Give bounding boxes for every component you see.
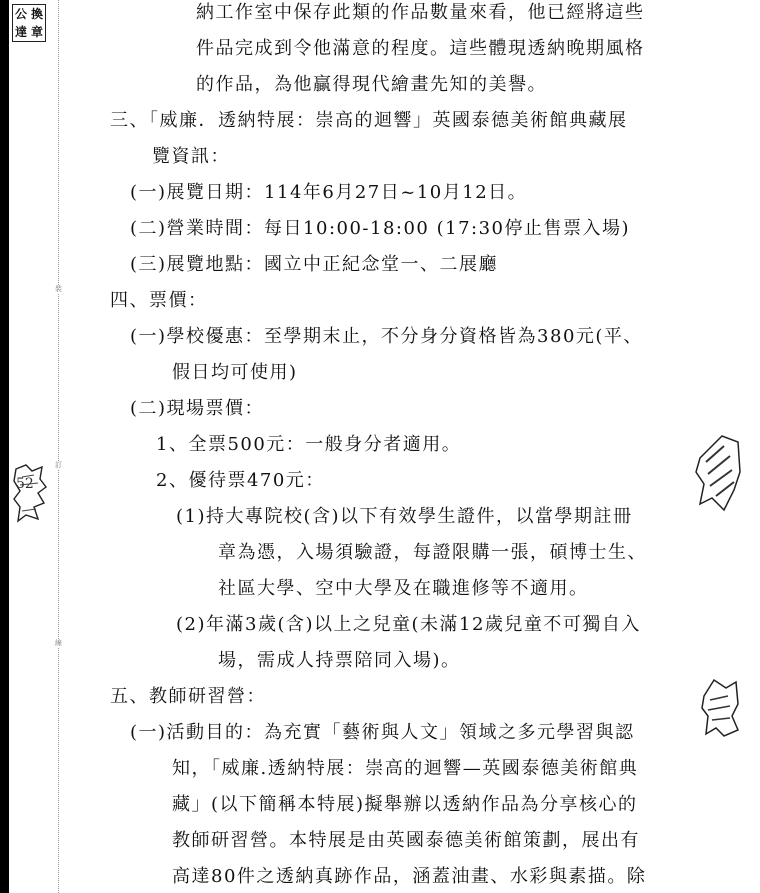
- body-text-line: 知，「威廉.透納特展：崇高的迴響—英國泰德美術館典: [172, 758, 639, 779]
- stamp-char: 換: [30, 7, 43, 21]
- seal-stamp-icon: [12, 463, 48, 523]
- list-item: (一)學校優惠：至學期末止，不分身分資格皆為380元(平、: [130, 326, 643, 347]
- seal-stamp-icon: [700, 676, 740, 740]
- section-heading: 三、「威廉．透納特展：崇高的迴響」英國泰德美術館典藏展: [110, 110, 628, 131]
- list-item: (一)展覽日期：114年6月27日~10月12日。: [130, 182, 528, 203]
- list-item: 章為憑，入場須驗證，每證限購一張，碩博士生、: [218, 542, 647, 563]
- stamp-char: 公: [14, 7, 27, 21]
- margin-mark-staple: 訂: [55, 461, 62, 469]
- official-stamp: [12, 4, 46, 42]
- body-text-line: 藏」(以下簡稱本特展)擬舉辦以透納作品為分享核心的: [172, 794, 638, 815]
- body-text-line: 的作品，為他贏得現代繪畫先知的美譽。: [196, 74, 547, 95]
- section-heading: 覽資訊：: [152, 146, 230, 167]
- list-item: (二)營業時間：每日10:00-18:00 (17:30停止售票入場): [130, 218, 631, 239]
- list-item: 場，需成人持票陪同入場)。: [218, 650, 461, 671]
- body-text-line: 納工作室中保存此類的作品數量來看，他已經將這些: [196, 2, 645, 23]
- page-number: 52: [16, 476, 34, 492]
- stamp-char: 章: [30, 25, 43, 39]
- margin-mark-binding: 裝: [55, 285, 62, 293]
- list-item: (1)持大專院校(含)以下有效學生證件，以當學期註冊: [176, 506, 633, 527]
- list-item: 2、優待票470元：: [156, 470, 325, 491]
- body-text-line: 高達80件之透納真跡作品，涵蓋油畫、水彩與素描。除: [172, 866, 647, 887]
- binding-line: [58, 0, 59, 893]
- scan-edge-bar: [0, 0, 9, 893]
- body-text-line: 件品完成到令他滿意的程度。這些體現透納晚期風格: [196, 38, 645, 59]
- list-item: 社區大學、空中大學及在職進修等不適用。: [218, 578, 589, 599]
- margin-mark-line: 線: [55, 639, 62, 647]
- body-text-line: 教師研習營。本特展是由英國泰德美術館策劃，展出有: [172, 830, 640, 851]
- list-item: (三)展覽地點：國立中正紀念堂一、二展廳: [130, 254, 499, 275]
- section-heading: 五、教師研習營：: [110, 686, 266, 707]
- seal-stamp-icon: [694, 432, 742, 512]
- list-item: 假日均可使用): [172, 362, 298, 383]
- section-heading: 四、票價：: [110, 290, 208, 311]
- list-item: (一)活動目的：為充實「藝術與人文」領域之多元學習與認: [130, 722, 635, 743]
- list-item: (2)年滿3歲(含)以上之兒童(未滿12歲兒童不可獨自入: [176, 614, 641, 635]
- list-item: (二)現場票價：: [130, 398, 265, 419]
- stamp-char: 達: [14, 25, 27, 39]
- list-item: 1、全票500元：一般身分者適用。: [156, 434, 462, 455]
